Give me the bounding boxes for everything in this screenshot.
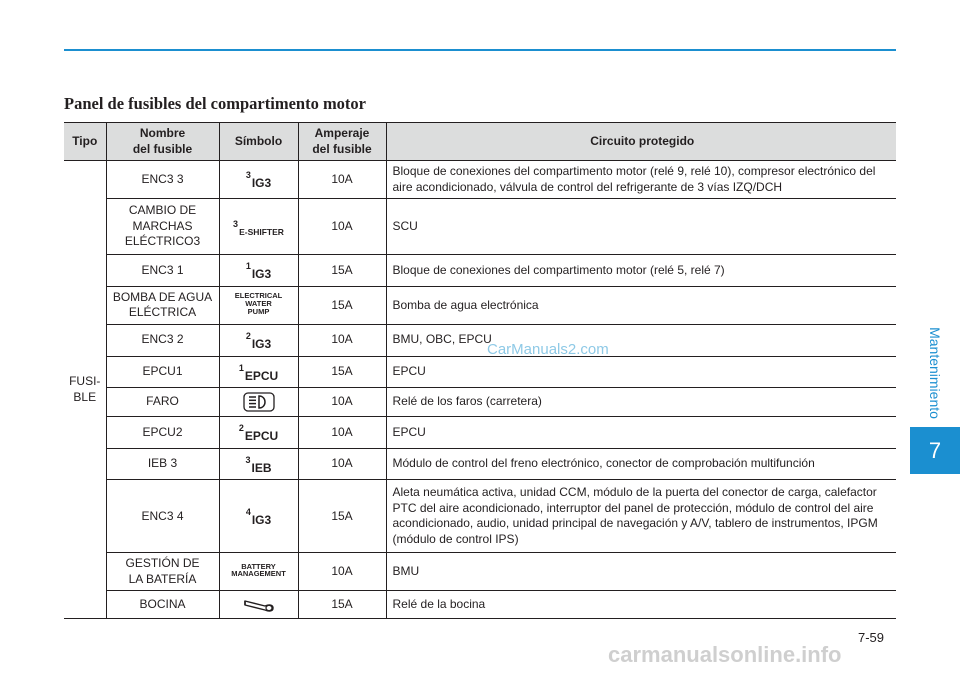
fuse-symbol bbox=[219, 448, 298, 480]
fuse-circuit: Relé de los faros (carretera) bbox=[386, 388, 896, 417]
fuse-symbol bbox=[219, 356, 298, 388]
tipo-cell bbox=[64, 161, 106, 619]
table-row bbox=[64, 388, 896, 417]
fuse-symbol bbox=[219, 553, 298, 591]
symbol-label: IG3 bbox=[251, 513, 272, 528]
fuse-circuit: BMU, OBC, EPCU bbox=[386, 324, 896, 356]
symbol-number: 3 bbox=[245, 170, 251, 181]
fuse-amperage: 15A bbox=[298, 480, 386, 553]
header-tipo: Tipo bbox=[64, 123, 106, 161]
fuse-amperage: 10A bbox=[298, 417, 386, 449]
fuse-symbol bbox=[219, 199, 298, 255]
symbol-number: 2 bbox=[238, 423, 244, 434]
headlamp-icon bbox=[242, 391, 276, 413]
fuse-symbol bbox=[219, 388, 298, 417]
fuse-amperage: 15A bbox=[298, 356, 386, 388]
fuse-amperage: 10A bbox=[298, 553, 386, 591]
symbol-number: 1 bbox=[245, 261, 251, 272]
fuse-circuit: Módulo de control del freno electrónico, conector de comprobación multifunción bbox=[386, 448, 896, 480]
fuse-circuit: Bloque de conexiones del compartimento motor (relé 9, relé 10), compresor electrónico del aire acondicionado, válvula de control del refrigerante de 3 vías IZQ/DCH bbox=[386, 161, 896, 199]
table-row bbox=[64, 199, 896, 255]
symbol-number: 1 bbox=[238, 362, 244, 373]
table-row bbox=[64, 255, 896, 287]
fuse-amperage: 10A bbox=[298, 199, 386, 255]
header-nombre-line1: Nombre bbox=[139, 125, 186, 140]
fuse-circuit: SCU bbox=[386, 199, 896, 255]
symbol-number: 3 bbox=[245, 454, 251, 465]
symbol-label: E-SHIFTER bbox=[239, 226, 284, 237]
fuse-name: BOMBA DE AGUA ELÉCTRICA bbox=[106, 286, 219, 324]
symbol-text bbox=[231, 563, 286, 579]
symbol-number: 3 bbox=[233, 218, 239, 229]
table-row bbox=[64, 417, 896, 449]
symbol-label: IEB bbox=[251, 460, 272, 475]
symbol-text-line1: BATTERY bbox=[241, 561, 276, 571]
fuse-name: BOCINA bbox=[106, 591, 219, 619]
fuse-symbol bbox=[219, 286, 298, 324]
fuse-amperage: 10A bbox=[298, 324, 386, 356]
table-row bbox=[64, 553, 896, 591]
symbol-text bbox=[235, 292, 283, 316]
fuse-circuit: Relé de la bocina bbox=[386, 591, 896, 619]
fuse-amperage: 10A bbox=[298, 161, 386, 199]
fuse-name: ENC3 2 bbox=[106, 324, 219, 356]
fuse-symbol bbox=[219, 255, 298, 287]
table-row bbox=[64, 161, 896, 199]
chapter-title: Mantenimiento bbox=[927, 327, 944, 419]
symbol-number: 4 bbox=[245, 507, 251, 518]
fuse-name: GESTIÓN DE LA BATERÍA bbox=[106, 553, 219, 591]
header-circuito: Circuito protegido bbox=[386, 123, 896, 161]
fuse-name: CAMBIO DE MARCHAS ELÉCTRICO3 bbox=[106, 199, 219, 255]
tipo-line2: BLE bbox=[73, 389, 97, 404]
chapter-number-badge: 7 bbox=[910, 427, 960, 474]
fuse-amperage: 15A bbox=[298, 591, 386, 619]
fuse-circuit: Bomba de agua electrónica bbox=[386, 286, 896, 324]
header-nombre-line2: del fusible bbox=[132, 141, 193, 156]
symbol-text-line1: ELECTRICAL bbox=[234, 291, 283, 301]
fuse-name: EPCU1 bbox=[106, 356, 219, 388]
table-row bbox=[64, 448, 896, 480]
fuse-circuit: Bloque de conexiones del compartimento motor (relé 5, relé 7) bbox=[386, 255, 896, 287]
tipo-line1: FUSI- bbox=[69, 374, 101, 389]
table-row bbox=[64, 324, 896, 356]
fuse-circuit: EPCU bbox=[386, 417, 896, 449]
fuse-symbol bbox=[219, 480, 298, 553]
fuse-symbol bbox=[219, 591, 298, 619]
fuse-circuit: BMU bbox=[386, 553, 896, 591]
symbol-number: 2 bbox=[245, 330, 251, 341]
fuse-circuit: EPCU bbox=[386, 356, 896, 388]
fuse-symbol bbox=[219, 324, 298, 356]
symbol-label: IG3 bbox=[251, 336, 272, 351]
fuse-amperage: 10A bbox=[298, 448, 386, 480]
header-amperaje bbox=[298, 123, 386, 161]
symbol-text-line2: WATER bbox=[245, 299, 272, 309]
fuse-name: EPCU2 bbox=[106, 417, 219, 449]
symbol-label: IG3 bbox=[251, 267, 272, 282]
symbol-text-line3: PUMP bbox=[247, 306, 270, 316]
watermark-overlay: CarManuals2.com bbox=[487, 341, 609, 358]
symbol-text-line2: MANAGEMENT bbox=[231, 569, 286, 579]
watermark-footer: carmanualsonline.info bbox=[608, 642, 842, 667]
fuse-name: ENC3 4 bbox=[106, 480, 219, 553]
header-simbolo: Símbolo bbox=[219, 123, 298, 161]
symbol-label: EPCU bbox=[244, 429, 279, 444]
table-row bbox=[64, 480, 896, 553]
fuse-name: ENC3 3 bbox=[106, 161, 219, 199]
fuse-name: FARO bbox=[106, 388, 219, 417]
table-row bbox=[64, 356, 896, 388]
fuse-name: ENC3 1 bbox=[106, 255, 219, 287]
fuse-amperage: 10A bbox=[298, 388, 386, 417]
header-nombre bbox=[106, 123, 219, 161]
table-row bbox=[64, 591, 896, 619]
header-amperaje-line1: Amperaje bbox=[314, 125, 370, 140]
page-number: 7-59 bbox=[858, 630, 885, 645]
fuse-name: IEB 3 bbox=[106, 448, 219, 480]
fuse-circuit: Aleta neumática activa, unidad CCM, módulo de la puerta del conector de carga, calefactor PTC del aire acondicionado, interruptor del panel de protección, módulo de control del aire acondicionado, audio, unidad principal de navegación y A/V, tablero de instrumentos, IPGM (módulo de control IPS) bbox=[386, 480, 896, 553]
chapter-side-tab bbox=[910, 322, 960, 424]
fuse-amperage: 15A bbox=[298, 286, 386, 324]
symbol-label: EPCU bbox=[244, 368, 279, 383]
table-row bbox=[64, 286, 896, 324]
fuse-table bbox=[64, 122, 896, 619]
fuse-symbol bbox=[219, 161, 298, 199]
top-rule bbox=[64, 49, 896, 51]
horn-icon bbox=[240, 595, 278, 615]
section-title: Panel de fusibles del compartimento motor bbox=[64, 94, 367, 113]
fuse-amperage: 15A bbox=[298, 255, 386, 287]
header-amperaje-line2: del fusible bbox=[312, 141, 372, 156]
fuse-symbol bbox=[219, 417, 298, 449]
table-header-row bbox=[64, 123, 896, 161]
symbol-label: IG3 bbox=[251, 176, 272, 191]
